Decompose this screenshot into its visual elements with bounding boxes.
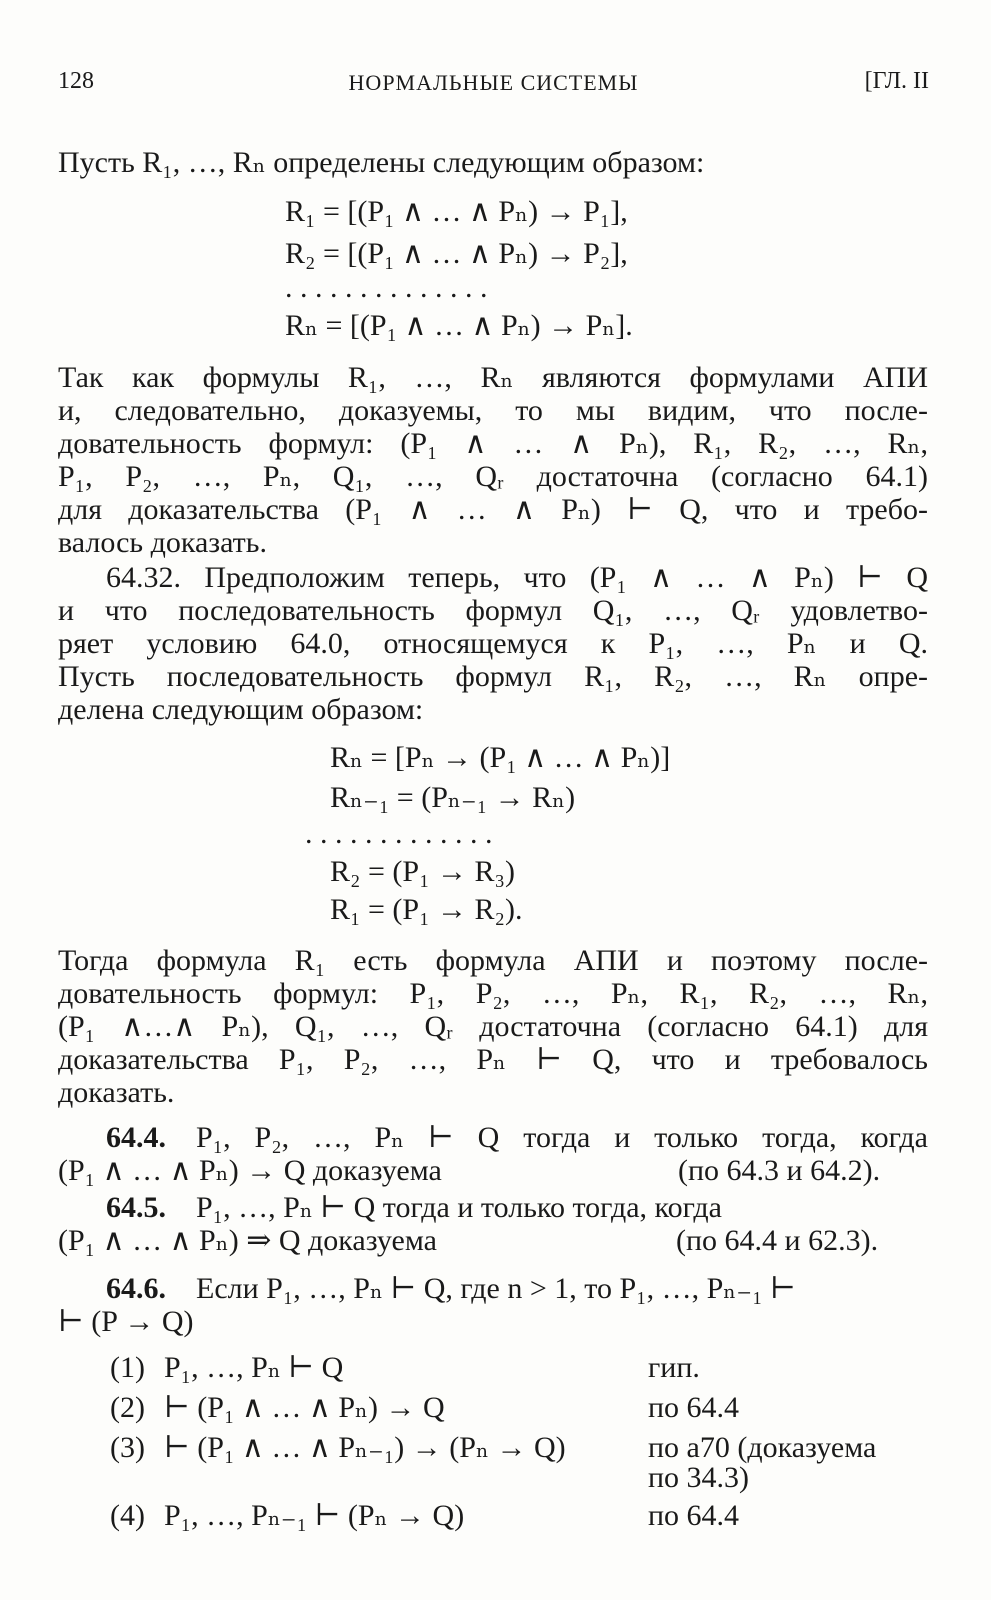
theorem-text: Если P₁, …, Pₙ ⊢ Q, где n > 1, то P₁, …, Pₙ₋₁ ⊢ xyxy=(196,1272,796,1305)
para2-line: Пусть последовательность формул R₁, R₂, …, Rₙ опре- xyxy=(58,660,928,693)
theorem-text: P₁, …, Pₙ ⊢ Q тогда и только тогда, когда xyxy=(196,1191,722,1224)
page-number: 128 xyxy=(58,68,94,94)
formula-rn-1: Rₙ₋₁ = (Pₙ₋₁ → Rₙ) xyxy=(330,781,576,814)
para3-line: (P₁ ∧…∧ Pₙ), Q₁, …, Qᵣ достаточна (согласно 64.1) для xyxy=(58,1010,928,1043)
theorem-text: (P₁ ∧ … ∧ Pₙ) → Q доказуема xyxy=(58,1154,442,1187)
proof-step-label: (4) xyxy=(110,1499,145,1532)
theorem-number: 64.5. xyxy=(106,1191,166,1224)
proof-step-formula: P₁, …, Pₙ₋₁ ⊢ (Pₙ → Q) xyxy=(164,1499,465,1532)
para1-line: довательность формул: (P₁ ∧ … ∧ Pₙ), R₁, R₂, …, Rₙ, xyxy=(58,427,928,460)
theorem-number: 64.6. xyxy=(106,1272,166,1305)
theorem-reference: (по 64.4 и 62.3). xyxy=(676,1224,879,1257)
proof-step-formula: ⊢ (P₁ ∧ … ∧ Pₙ₋₁) → (Pₙ → Q) xyxy=(164,1431,566,1464)
formula-rn: Rₙ = [(P₁ ∧ … ∧ Pₙ) → Pₙ]. xyxy=(285,309,633,342)
para2-line: и что последовательность формул Q₁, …, Qᵣ удовлетво- xyxy=(58,594,928,627)
proof-step-label: (3) xyxy=(110,1431,145,1464)
proof-step-label: (1) xyxy=(110,1351,145,1384)
proof-step-justification: по 34.3) xyxy=(648,1461,750,1494)
para3-line: довательность формул: P₁, P₂, …, Pₙ, R₁, R₂, …, Rₙ, xyxy=(58,977,928,1010)
chapter-label: [ГЛ. II xyxy=(864,68,929,94)
para2-line: 64.32. Предположим теперь, что (P₁ ∧ … ∧ Pₙ) ⊢ Q xyxy=(106,561,928,594)
theorem-text: P₁, P₂, …, Pₙ ⊢ Q тогда и только тогда, когда xyxy=(196,1121,928,1154)
proof-step-justification: по 64.4 xyxy=(648,1499,740,1532)
proof-step-justification: по a70 (доказуема xyxy=(648,1431,877,1464)
proof-step-label: (2) xyxy=(110,1391,145,1424)
formula-r1: R₁ = [(P₁ ∧ … ∧ Pₙ) → P₁], xyxy=(285,195,628,228)
proof-step-formula: ⊢ (P₁ ∧ … ∧ Pₙ) → Q xyxy=(164,1391,445,1424)
para1-line: для доказательства (P₁ ∧ … ∧ Pₙ) ⊢ Q, что и требо- xyxy=(58,493,928,526)
theorem-text: ⊢ (P → Q) xyxy=(58,1305,194,1338)
proof-step-formula: P₁, …, Pₙ ⊢ Q xyxy=(164,1351,344,1384)
para1-line: P₁, P₂, …, Pₙ, Q₁, …, Qᵣ достаточна (согласно 64.1) xyxy=(58,460,928,493)
para2-line: делена следующим образом: xyxy=(58,693,424,726)
formula-dots-1: . . . . . . . . . . . . . . xyxy=(285,271,488,304)
block1-intro: Пусть R₁, …, Rₙ определены следующим образом: xyxy=(58,146,705,179)
para1-line: валось доказать. xyxy=(58,526,267,559)
para3-line: доказательства P₁, P₂, …, Pₙ ⊢ Q, что и требовалось xyxy=(58,1043,928,1076)
running-header xyxy=(58,68,929,108)
formula-r1-def: R₁ = (P₁ → R₂). xyxy=(330,893,523,926)
theorem-text: (P₁ ∧ … ∧ Pₙ) ⇒ Q доказуема xyxy=(58,1224,437,1257)
formula-rn-def: Rₙ = [Pₙ → (P₁ ∧ … ∧ Pₙ)] xyxy=(330,741,671,774)
theorem-number: 64.4. xyxy=(106,1121,166,1154)
para3-line: Тогда формула R₁ есть формула АПИ и поэтому после- xyxy=(58,944,928,977)
theorem-reference: (по 64.3 и 64.2). xyxy=(678,1154,881,1187)
para1-line: и, следовательно, доказуемы, то мы видим, что после- xyxy=(58,394,928,427)
running-title: НОРМАЛЬНЫЕ СИСТЕМЫ xyxy=(348,70,639,95)
para3-line: доказать. xyxy=(58,1076,175,1109)
proof-step-justification: по 64.4 xyxy=(648,1391,740,1424)
formula-r2: R₂ = [(P₁ ∧ … ∧ Pₙ) → P₂], xyxy=(285,237,628,270)
formula-dots-2: . . . . . . . . . . . . . xyxy=(305,817,493,850)
para2-line: ряет условию 64.0, относящемуся к P₁, …, Pₙ и Q. xyxy=(58,627,928,660)
proof-step-justification: гип. xyxy=(648,1351,700,1384)
para1-line: Так как формулы R₁, …, Rₙ являются формулами АПИ xyxy=(58,361,928,394)
formula-r2-def: R₂ = (P₁ → R₃) xyxy=(330,855,515,888)
